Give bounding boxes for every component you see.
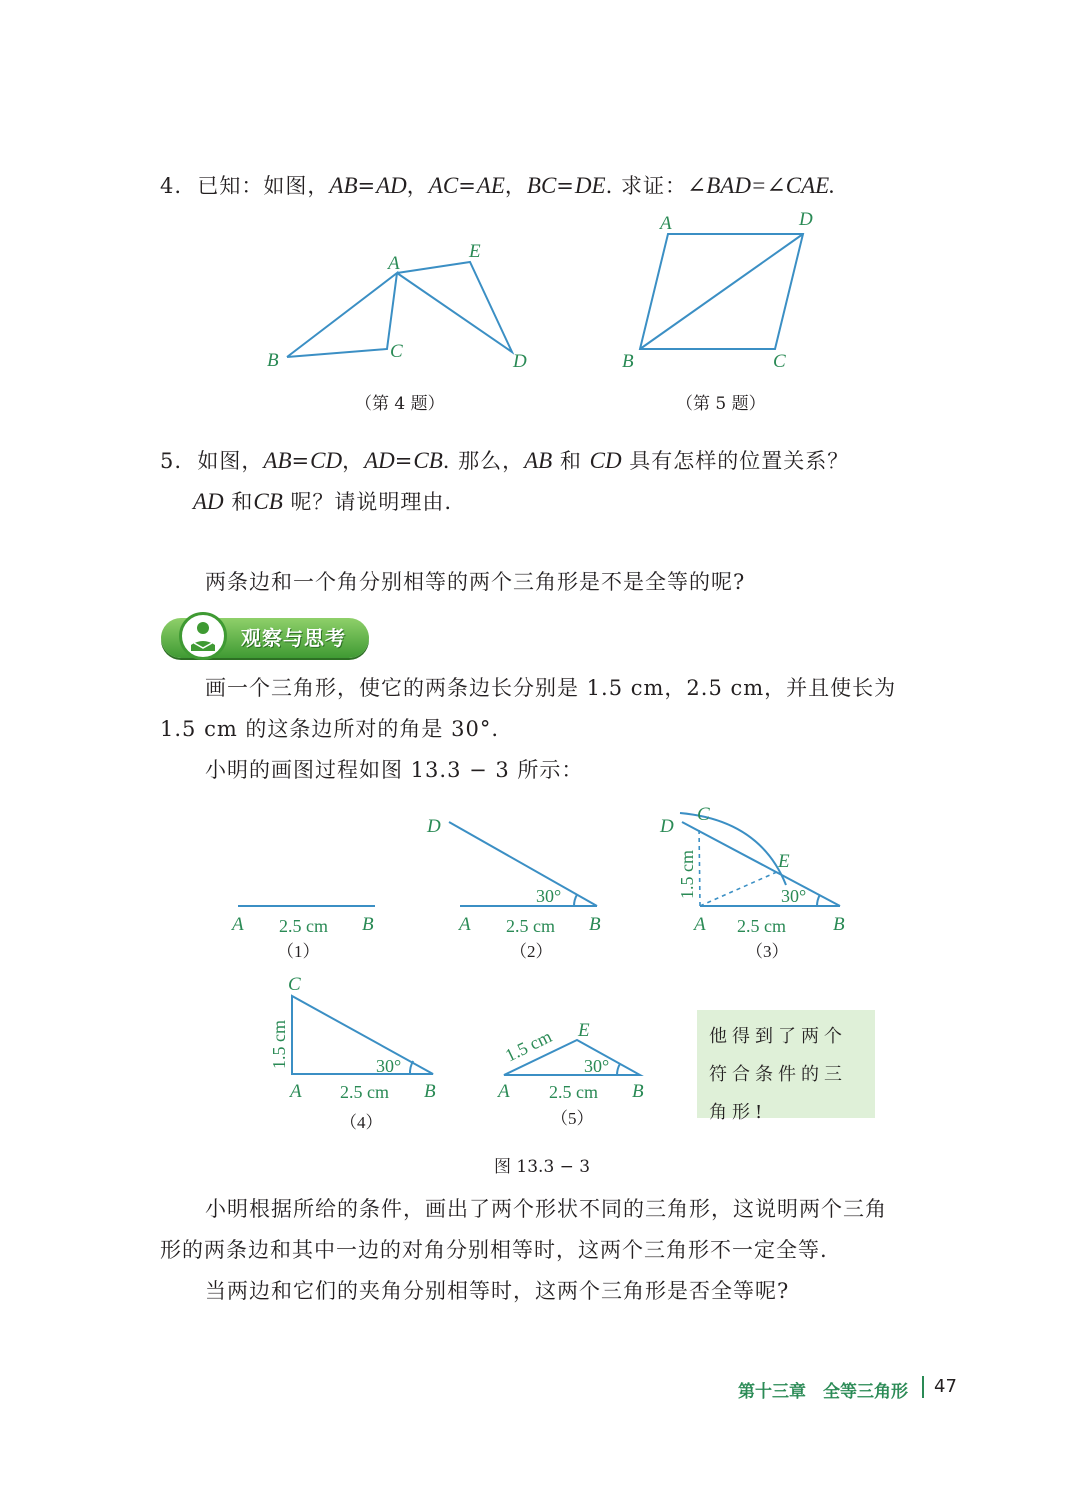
length-ac: 1.5 cm	[269, 1020, 289, 1069]
question-tail: 具有怎样的位置关系？	[629, 449, 850, 473]
caption-q4: （第 4 题）	[355, 394, 445, 414]
math-term: AB	[329, 173, 358, 198]
subfigure-2-label: （2）	[510, 942, 553, 961]
length-ab: 2.5 cm	[506, 916, 555, 936]
label-b: B	[833, 914, 845, 935]
subfigure-3	[659, 804, 845, 961]
label-a: A	[290, 1081, 302, 1102]
label-c: C	[773, 351, 786, 372]
equals-sign: =	[556, 174, 575, 198]
conclusion-line2: 形的两条边和其中一边的对角分别相等时，这两个三角形不一定全等.	[160, 1238, 828, 1262]
label-a: A	[459, 914, 471, 935]
math-term: DE	[574, 173, 606, 198]
angle-30: 30°	[584, 1056, 610, 1076]
angle-arc	[617, 1064, 620, 1075]
label-e: E	[578, 1020, 590, 1041]
question-number: 4.	[160, 174, 183, 198]
equals-sign: =	[357, 174, 377, 198]
label-d: D	[513, 351, 527, 372]
math-term: CD	[589, 448, 622, 473]
question-lead: 如图，	[197, 449, 264, 473]
page-number: 47	[934, 1376, 957, 1397]
conclusion-line3: 当两边和它们的夹角分别相等时，这两个三角形是否全等呢?	[205, 1279, 790, 1303]
math-term: AC	[428, 173, 459, 198]
math-term: BC	[526, 173, 557, 198]
label-e: E	[778, 851, 790, 872]
label-b: B	[362, 914, 374, 935]
dashed-ae	[700, 871, 779, 906]
label-a: A	[694, 914, 706, 935]
label-b: B	[267, 350, 279, 371]
subfigure-2	[426, 816, 601, 961]
period: .	[442, 449, 451, 473]
paragraph-question: 两条边和一个角分别相等的两个三角形是不是全等的呢?	[205, 570, 746, 594]
chapter-title: 第十三章 全等三角形	[738, 1382, 908, 1402]
label-a: A	[388, 253, 400, 274]
subfigure-4-label: （4）	[340, 1113, 383, 1132]
and-text: 和	[559, 449, 582, 473]
ray-bd	[682, 822, 840, 906]
angle-30: 30°	[536, 886, 562, 906]
label-d: D	[799, 209, 813, 230]
label-c: C	[390, 341, 403, 362]
label-b: B	[622, 351, 634, 372]
subfigure-1	[230, 906, 375, 961]
conclusion-line1: 小明根据所给的条件，画出了两个形状不同的三角形，这说明两个三角	[205, 1197, 887, 1221]
footer-divider	[922, 1376, 924, 1398]
subfigure-3-label: （3）	[746, 942, 789, 961]
angle-arc	[574, 895, 577, 906]
goal-statement: ∠BAD=∠CAE.	[686, 173, 835, 198]
math-term: AD	[193, 489, 224, 514]
separator: ，	[504, 174, 527, 198]
label-e: E	[469, 241, 481, 262]
length-ab: 2.5 cm	[279, 916, 328, 936]
math-term: AD	[376, 173, 407, 198]
subfigure-5	[496, 1020, 644, 1128]
then-text: 那么，	[458, 449, 525, 473]
period: .	[605, 174, 614, 198]
math-term: AE	[476, 173, 505, 198]
note-box: 他得到了两个符合条件的三角形!	[697, 1010, 875, 1118]
question-lead: 已知：如图，	[197, 174, 330, 198]
label-a: A	[498, 1081, 510, 1102]
length-ab: 2.5 cm	[737, 916, 786, 936]
label-d: D	[427, 816, 441, 837]
subfigure-5-label: （5）	[551, 1109, 594, 1128]
label-b: B	[589, 914, 601, 935]
separator: ，	[406, 174, 429, 198]
equals-sign: =	[458, 174, 477, 198]
ray-bd	[449, 822, 597, 906]
equals-sign: =	[394, 449, 414, 473]
figure-caption: 图 13.3 − 3	[494, 1157, 591, 1177]
task-line1: 画一个三角形，使它的两条边长分别是 1.5 cm，2.5 cm，并且使长为	[205, 676, 897, 700]
and-text: 和	[231, 490, 254, 514]
banner-title: 观察与思考	[241, 626, 346, 650]
dashed-ac	[699, 826, 700, 906]
subfigure-4	[269, 974, 436, 1132]
label-a: A	[232, 914, 244, 935]
label-b: B	[424, 1081, 436, 1102]
angle-arc	[817, 895, 820, 906]
prove-label: 求证：	[620, 174, 687, 198]
caption-q5: （第 5 题）	[676, 394, 766, 414]
label-c: C	[697, 804, 710, 825]
question-number: 5.	[160, 449, 183, 473]
question-tail: 呢？请说明理由.	[290, 490, 453, 514]
length-ac: 1.5 cm	[677, 850, 697, 899]
task-line2: 1.5 cm 的这条边所对的角是 30°.	[160, 717, 499, 741]
length-ab: 2.5 cm	[340, 1082, 389, 1102]
label-d: D	[660, 816, 674, 837]
label-c: C	[288, 974, 301, 995]
separator: ，	[342, 449, 365, 473]
angle-arc	[410, 1061, 413, 1074]
task-line3: 小明的画图过程如图 13.3 − 3 所示：	[205, 758, 584, 782]
math-term: AB	[524, 448, 553, 473]
length-ae: 1.5 cm	[501, 1026, 555, 1066]
math-term: AB	[263, 448, 292, 473]
angle-30: 30°	[376, 1056, 402, 1076]
math-term: AD	[364, 448, 395, 473]
angle-30: 30°	[781, 886, 807, 906]
math-term: CB	[253, 489, 283, 514]
equals-sign: =	[291, 449, 311, 473]
label-a: A	[660, 213, 672, 234]
subfigure-1-label: （1）	[277, 942, 320, 961]
math-term: CD	[310, 448, 343, 473]
label-b: B	[632, 1081, 644, 1102]
length-ab: 2.5 cm	[549, 1082, 598, 1102]
math-term: CB	[413, 448, 443, 473]
